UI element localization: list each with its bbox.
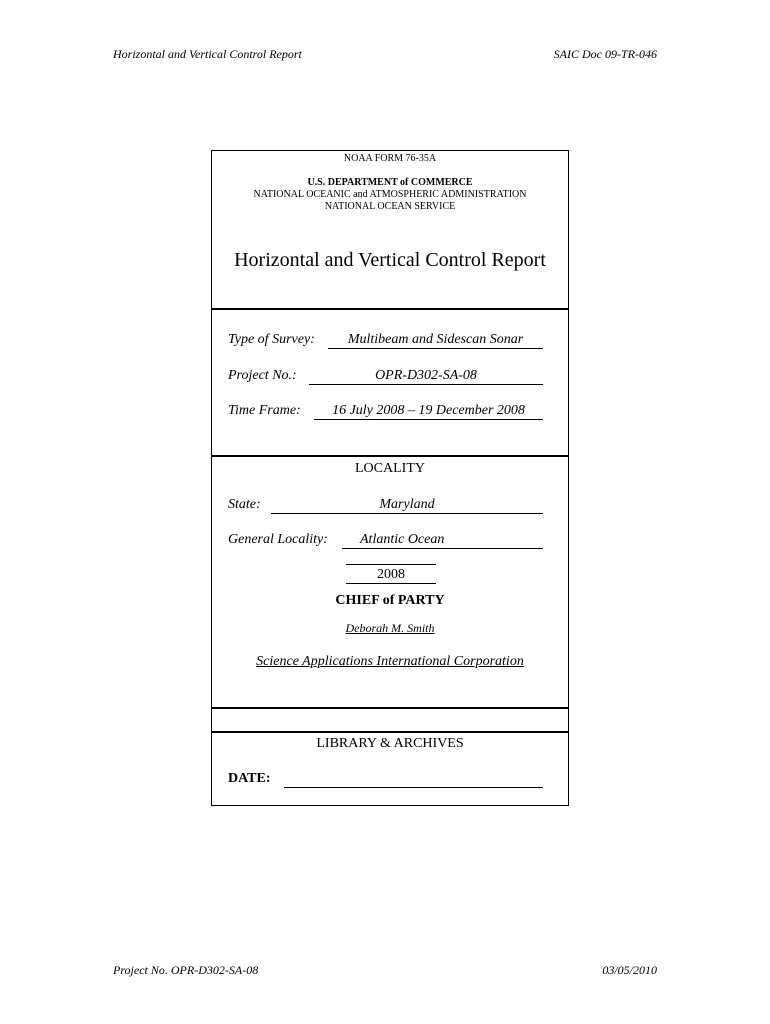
organization-name-text: Science Applications International Corporation	[256, 654, 524, 669]
form-number: NOAA FORM 76-35A	[343, 153, 437, 164]
running-header-doc-number: SAIC Doc 09-TR-046	[553, 47, 657, 61]
date-field[interactable]	[284, 771, 543, 788]
survey-type-row	[228, 332, 315, 348]
date-label: DATE:	[228, 771, 271, 786]
noaa-form	[211, 150, 569, 806]
year-top-rule	[346, 564, 436, 565]
library-archives-section	[212, 733, 568, 805]
time-frame-value: 16 July 2008 – 19 December 2008	[314, 403, 543, 420]
administration-name: NATIONAL OCEANIC and ATMOSPHERIC ADMINISTRATION	[253, 189, 527, 200]
year-value: 2008	[346, 567, 436, 584]
chief-of-party-name	[212, 621, 568, 636]
chief-of-party-name-text: Deborah M. Smith	[345, 621, 435, 635]
survey-type-label: Type of Survey:	[228, 332, 315, 347]
library-archives-heading: LIBRARY & ARCHIVES	[316, 736, 464, 751]
footer-date: 03/05/2010	[602, 963, 657, 977]
locality-section	[212, 457, 568, 709]
project-number-value: OPR-D302-SA-08	[309, 368, 543, 385]
locality-heading: LOCALITY	[355, 461, 425, 476]
general-locality-row	[228, 532, 328, 548]
general-locality-value	[342, 532, 543, 549]
report-title: Horizontal and Vertical Control Report	[234, 249, 546, 271]
general-locality-text: Atlantic Ocean	[360, 532, 445, 547]
chief-of-party-heading: CHIEF of PARTY	[335, 593, 445, 608]
footer-project-number: Project No. OPR-D302-SA-08	[113, 963, 259, 977]
date-row	[228, 771, 271, 787]
state-row	[228, 497, 261, 513]
project-number-row	[228, 368, 297, 384]
running-header-title: Horizontal and Vertical Control Report	[113, 47, 302, 61]
organization-name	[212, 654, 568, 670]
project-number-label: Project No.:	[228, 368, 297, 383]
form-header-section	[212, 151, 568, 310]
time-frame-row	[228, 403, 301, 419]
blank-divider-section	[212, 709, 568, 733]
state-label: State:	[228, 497, 261, 512]
survey-type-value: Multibeam and Sidescan Sonar	[328, 332, 543, 349]
survey-info-section	[212, 310, 568, 457]
department-name: U.S. DEPARTMENT of COMMERCE	[307, 177, 473, 188]
service-name: NATIONAL OCEAN SERVICE	[324, 201, 456, 212]
time-frame-label: Time Frame:	[228, 403, 301, 418]
general-locality-label: General Locality:	[228, 532, 328, 547]
state-value: Maryland	[271, 497, 543, 514]
